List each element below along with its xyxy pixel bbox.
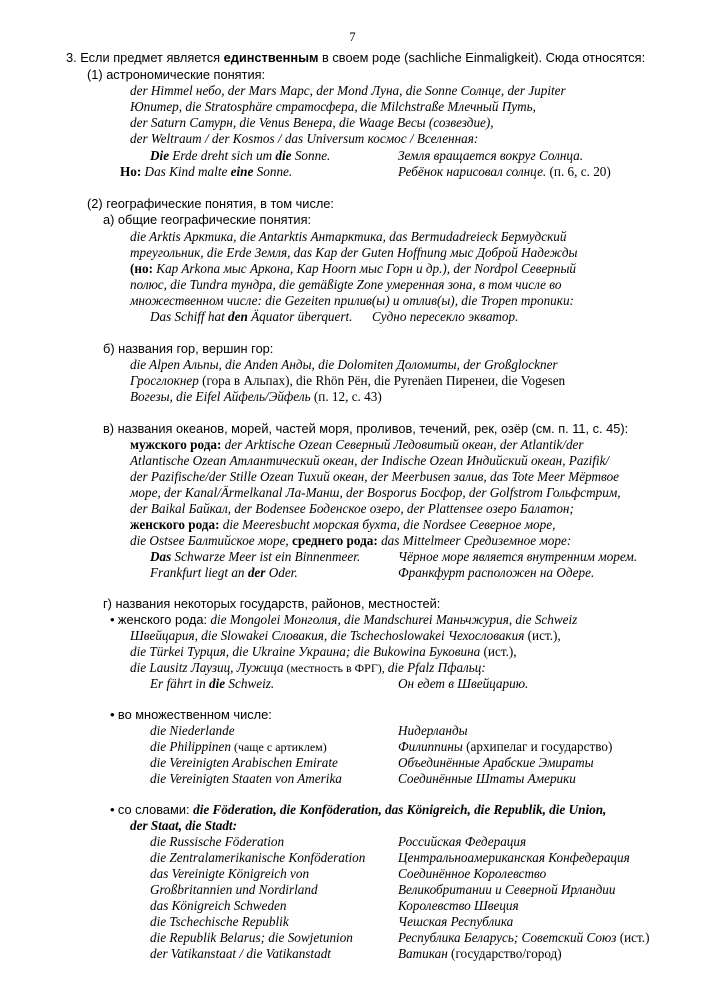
s2a-line: множественном числе: die Gezeiten прилив(ы) и отлив(ы), die Tropen тропики: (130, 293, 574, 308)
s2b-line: Гросглокнер (гора в Альпах), die Rhön Рён, die Pyrenäen Пиренеи, die Vogesen (130, 373, 566, 388)
fem-bullet-line (110, 612, 577, 628)
s2b-line: die Alpen Альпы, die Anden Анды, die Dolomiten Доломиты, der Großglockner (130, 357, 558, 372)
section-heading (66, 50, 645, 66)
fem-line: die Türkei Турция, die Ukraine Украина; die Bukowina Буковина (ист.), (130, 644, 517, 659)
list-item-de: die Tschechische Republik (150, 914, 289, 929)
s2d-title: г) названия некоторых государств, районов, местностей: (103, 596, 441, 611)
words-bold: die Föderation, die Konföderation, das Königreich, die Republik, die Union, (193, 802, 607, 817)
s2b-title: б) названия гор, вершин гор: (103, 341, 274, 356)
list-item-de: die Republik Belarus; die Sowjetunion (150, 930, 353, 945)
fem-example-ru: Он едет в Швейцарию. (398, 676, 529, 691)
s2c-title: в) названия океанов, морей, частей моря, проливов, течений, рек, озёр (см. п. 11, с. 45): (103, 421, 629, 436)
list-item-de: Großbritannien und Nordirland (150, 882, 318, 897)
list-item-de: das Königreich Schweden (150, 898, 287, 913)
s2a-line: (но: Kap Arkona мыс Аркона, Kap Hoorn мыс Горн и др.), der Nordpol Северный (130, 261, 577, 276)
list-item-ru: Филиппины (архипелаг и государство) (398, 739, 613, 754)
list-item-ru: Объединённые Арабские Эмираты (398, 755, 594, 770)
words-label: со словами: (117, 802, 194, 817)
bullet: • (110, 707, 115, 722)
heading-pre: Если предмет является (76, 50, 224, 65)
heading-post: в своем роде (sachliche Einmaligkeit). Сюда относятся: (318, 50, 646, 65)
s2c-line: der Pazifische/der Stille Ozean Тихий океан, der Meerbusen залив, das Tote Meer Мёртвое (130, 469, 620, 484)
plural-label: во множественном числе: (117, 707, 272, 722)
s2c-line: мужского рода: der Arktische Ozean Северный Ледовитый океан, der Atlantik/der (130, 437, 584, 452)
s2a-example-ru: Судно пересекло экватор. (372, 309, 519, 324)
fem-example-de: Er fährt in die Schweiz. (150, 676, 275, 691)
s2-title: (2) географические понятия, в том числе: (87, 196, 334, 211)
s2a-line: die Arktis Арктика, die Antarktis Антарктика, das Bermudadreieck Бермудский (130, 229, 567, 244)
list-item-ru: Соединённое Королевство (398, 866, 547, 881)
bullet: • (110, 802, 115, 817)
list-item-ru: Нидерланды (398, 723, 468, 738)
list-item-ru: Ватикан (государство/город) (398, 946, 562, 961)
s2c-line: женского рода: die Meeresbucht морская бухта, die Nordsee Северное море, (130, 517, 556, 532)
list-item-de: der Vatikanstaat / die Vatikanstadt (150, 946, 331, 961)
list-item-ru: Республика Беларусь; Советский Союз (ист.) (398, 930, 650, 945)
list-item-ru: Соединённые Штаты Америки (398, 771, 576, 786)
heading-bold: единственным (223, 50, 319, 65)
s2c-line: Atlantische Ozean Атлантический океан, der Indische Ozean Индийский океан, Pazifik/ (130, 453, 610, 468)
s1-title: (1) астрономические понятия: (87, 67, 266, 82)
s1-line: Юпитер, die Stratosphäre стратосфера, die Milchstraße Млечный Путь, (130, 99, 536, 114)
bullet: • (110, 612, 115, 627)
s2c-example-de: Das Schwarze Meer ist ein Binnenmeer. (150, 549, 361, 564)
list-item-ru: Центральноамериканская Конфедерация (398, 850, 630, 865)
fem-label: женского рода: (117, 612, 208, 627)
list-item-ru: Великобритании и Северной Ирландии (398, 882, 616, 897)
fem-text: die Mongolei Монголия, die Mandschurei Маньчжурия, die Schweiz (207, 612, 578, 627)
page-number: 7 (349, 30, 356, 44)
s2a-line: треугольник, die Erde Земля, das Kap der Guten Hoffnung мыс Доброй Надежды (130, 245, 578, 260)
s1-line: der Himmel небо, der Mars Марс, der Mond Луна, die Sonne Солнце, der Jupiter (130, 83, 566, 98)
list-item-de: die Vereinigten Arabischen Emirate (150, 755, 338, 770)
list-item-de: die Niederlande (150, 723, 235, 738)
fem-line: Швейцария, die Slowakei Словакия, die Tschechoslowakei Чехословакия (ист.), (130, 628, 561, 643)
s2c-line: die Ostsee Балтийское море, среднего рода: das Mittelmeer Средиземное море: (130, 533, 572, 548)
s2c-example-ru: Чёрное море является внутренним морем. (398, 549, 638, 564)
s2a-title: а) общие географические понятия: (103, 212, 312, 227)
s1-example-de: Die Erde dreht sich um die Sonne. (150, 148, 331, 163)
list-item-de: das Vereinigte Königreich von (150, 866, 310, 881)
words-bold-2: der Staat, die Stadt: (130, 818, 237, 833)
list-item-ru: Российская Федерация (398, 834, 527, 849)
list-item-de: die Russische Föderation (150, 834, 285, 849)
s2a-example-de: Das Schiff hat den Äquator überquert. (150, 309, 353, 324)
s1-line: der Saturn Сатурн, die Venus Венера, die Waage Весы (созвездие), (130, 115, 494, 130)
s2c-line: море, der Kanal/Ärmelkanal Ла-Манш, der Bosporus Босфор, der Golfstrom Гольфстрим, (130, 485, 621, 500)
s1-line: der Weltraum / der Kosmos / das Universum космос / Вселенная: (130, 131, 479, 146)
fem-line: die Lausitz Лаузиц, Лужица (местность в ФРГ), die Pfalz Пфальц: (130, 660, 486, 675)
list-item-de: die Vereinigten Staaten von Amerika (150, 771, 342, 786)
s2c-example2-ru: Франкфурт расположен на Одере. (398, 565, 595, 580)
s2c-line: der Baikal Байкал, der Bodensee Боденское озеро, der Plattensee озеро Балатон; (130, 501, 574, 516)
words-bullet-line (110, 802, 606, 818)
list-item-ru: Королевство Швеция (398, 898, 519, 913)
s1-example2-de: Но: Das Kind malte eine Sonne. (120, 164, 293, 179)
s1-example-ru: Земля вращается вокруг Солнца. (398, 148, 584, 163)
s2a-line: полюс, die Tundra тундра, die gemäßigte Zone умеренная зона, в том числе во (130, 277, 562, 292)
s2c-example2-de: Frankfurt liegt an der Oder. (150, 565, 298, 580)
s2b-line: Вогезы, die Eifel Айфель/Эйфель (п. 12, с. 43) (130, 389, 382, 404)
plural-bullet-line (110, 707, 272, 723)
list-item-de: die Philippinen (чаще с артиклем) (150, 739, 327, 754)
s1-example2-ru: Ребёнок нарисовал солнце. (п. 6, с. 20) (398, 164, 611, 179)
list-item-de: die Zentralamerikanische Konföderation (150, 850, 366, 865)
list-item-ru: Чешская Республика (398, 914, 514, 929)
heading-number: 3. (66, 50, 77, 65)
